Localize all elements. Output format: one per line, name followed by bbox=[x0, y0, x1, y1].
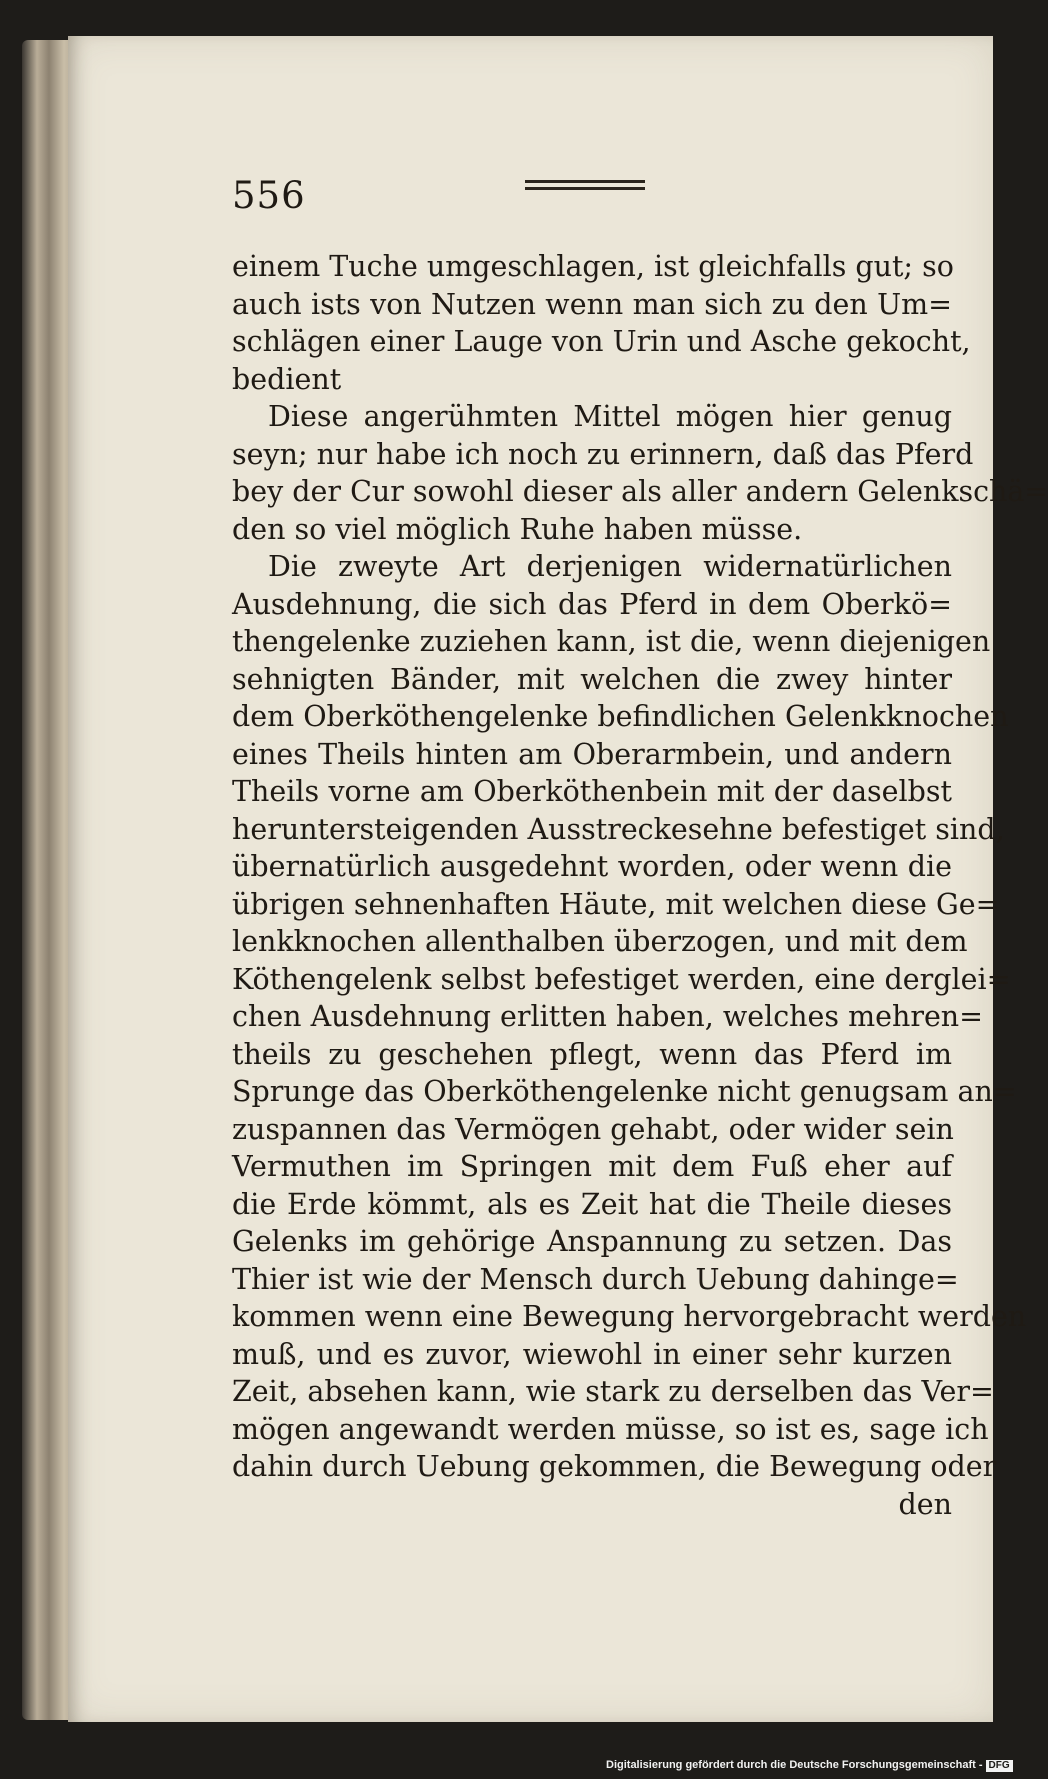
text-line: dahin durch Uebung gekommen, die Bewegung oder bbox=[232, 1450, 997, 1483]
text-line: schlägen einer Lauge von Urin und Asche gekocht, bbox=[232, 325, 971, 358]
text-line: übrigen sehnenhaften Häute, mit welchen diese Ge= bbox=[232, 887, 1000, 921]
text-line: Diese angerühmten Mittel mögen hier genug bbox=[268, 400, 952, 433]
rule-line bbox=[525, 187, 645, 190]
text-line: zuspannen das Vermögen gehabt, oder wider sein bbox=[232, 1112, 954, 1146]
text-line: heruntersteigenden Ausstreckesehne befestiget sind, bbox=[232, 812, 1005, 846]
digitization-credit bbox=[606, 1759, 1013, 1772]
text-line: Ausdehnung, die sich das Pferd in dem Oberkö= bbox=[232, 587, 952, 621]
text-line: mögen angewandt werden müsse, so ist es, sage ich bbox=[232, 1412, 989, 1446]
text-line: Sprunge das Oberköthengelenke nicht genugsam an= bbox=[232, 1075, 1017, 1108]
text-line: thengelenke zuziehen kann, ist die, wenn diejenigen bbox=[232, 625, 991, 658]
text-line: dem Oberköthengelenke befindlichen Gelenkknochen bbox=[232, 700, 1009, 733]
text-line: Köthengelenk selbst befestiget werden, eine derglei= bbox=[232, 962, 1011, 996]
text-line: Gelenks im gehörige Anspannung zu setzen. Das bbox=[232, 1225, 952, 1258]
text-line: muß, und es zuvor, wiewohl in einer sehr kurzen bbox=[232, 1337, 952, 1371]
text-line: die Erde kömmt, als es Zeit hat die Theile dieses bbox=[232, 1187, 952, 1221]
text-line: einem Tuche umgeschlagen, ist gleichfalls gut; so bbox=[232, 250, 954, 283]
text-line: Theils vorne am Oberköthenbein mit der daselbst bbox=[232, 775, 952, 808]
header-rule bbox=[525, 180, 645, 196]
text-line: auch ists von Nutzen wenn man sich zu den Um= bbox=[232, 287, 952, 321]
text-line: Zeit, absehen kann, wie stark zu derselben das Ver= bbox=[232, 1375, 994, 1408]
body-text bbox=[232, 248, 1048, 1523]
rule-line bbox=[525, 180, 645, 183]
text-line: Thier ist wie der Mensch durch Uebung dahinge= bbox=[232, 1262, 959, 1296]
dfg-logo: DFG bbox=[986, 1760, 1013, 1772]
text-line: sehnigten Bänder, mit welchen die zwey hinter bbox=[232, 662, 952, 696]
text-line: kommen wenn eine Bewegung hervorgebracht werden bbox=[232, 1300, 1027, 1333]
text-line: Die zweyte Art derjenigen widernatürlichen bbox=[268, 550, 952, 583]
catchword: den bbox=[898, 1487, 952, 1521]
text-line: eines Theils hinten am Oberarmbein, und andern bbox=[232, 737, 952, 771]
text-line: seyn; nur habe ich noch zu erinnern, daß das Pferd bbox=[232, 437, 974, 471]
text-line: den so viel möglich Ruhe haben müsse. bbox=[232, 512, 803, 546]
text-line: übernatürlich ausgedehnt worden, oder wenn die bbox=[232, 850, 952, 883]
text-line: Vermuthen im Springen mit dem Fuß eher auf bbox=[232, 1150, 952, 1183]
text-line: chen Ausdehnung erlitten haben, welches mehren= bbox=[232, 1000, 984, 1033]
page-number: 556 bbox=[232, 174, 306, 217]
text-line: bey der Cur sowohl dieser als aller andern Gelenkschä= bbox=[232, 475, 1048, 508]
credit-text: Digitalisierung gefördert durch die Deutsche Forschungsgemeinschaft - bbox=[606, 1759, 983, 1771]
text-line: lenkknochen allenthalben überzogen, und mit dem bbox=[232, 925, 968, 958]
text-line: theils zu geschehen pflegt, wenn das Pferd im bbox=[232, 1037, 952, 1071]
text-line: bedient bbox=[232, 362, 342, 396]
